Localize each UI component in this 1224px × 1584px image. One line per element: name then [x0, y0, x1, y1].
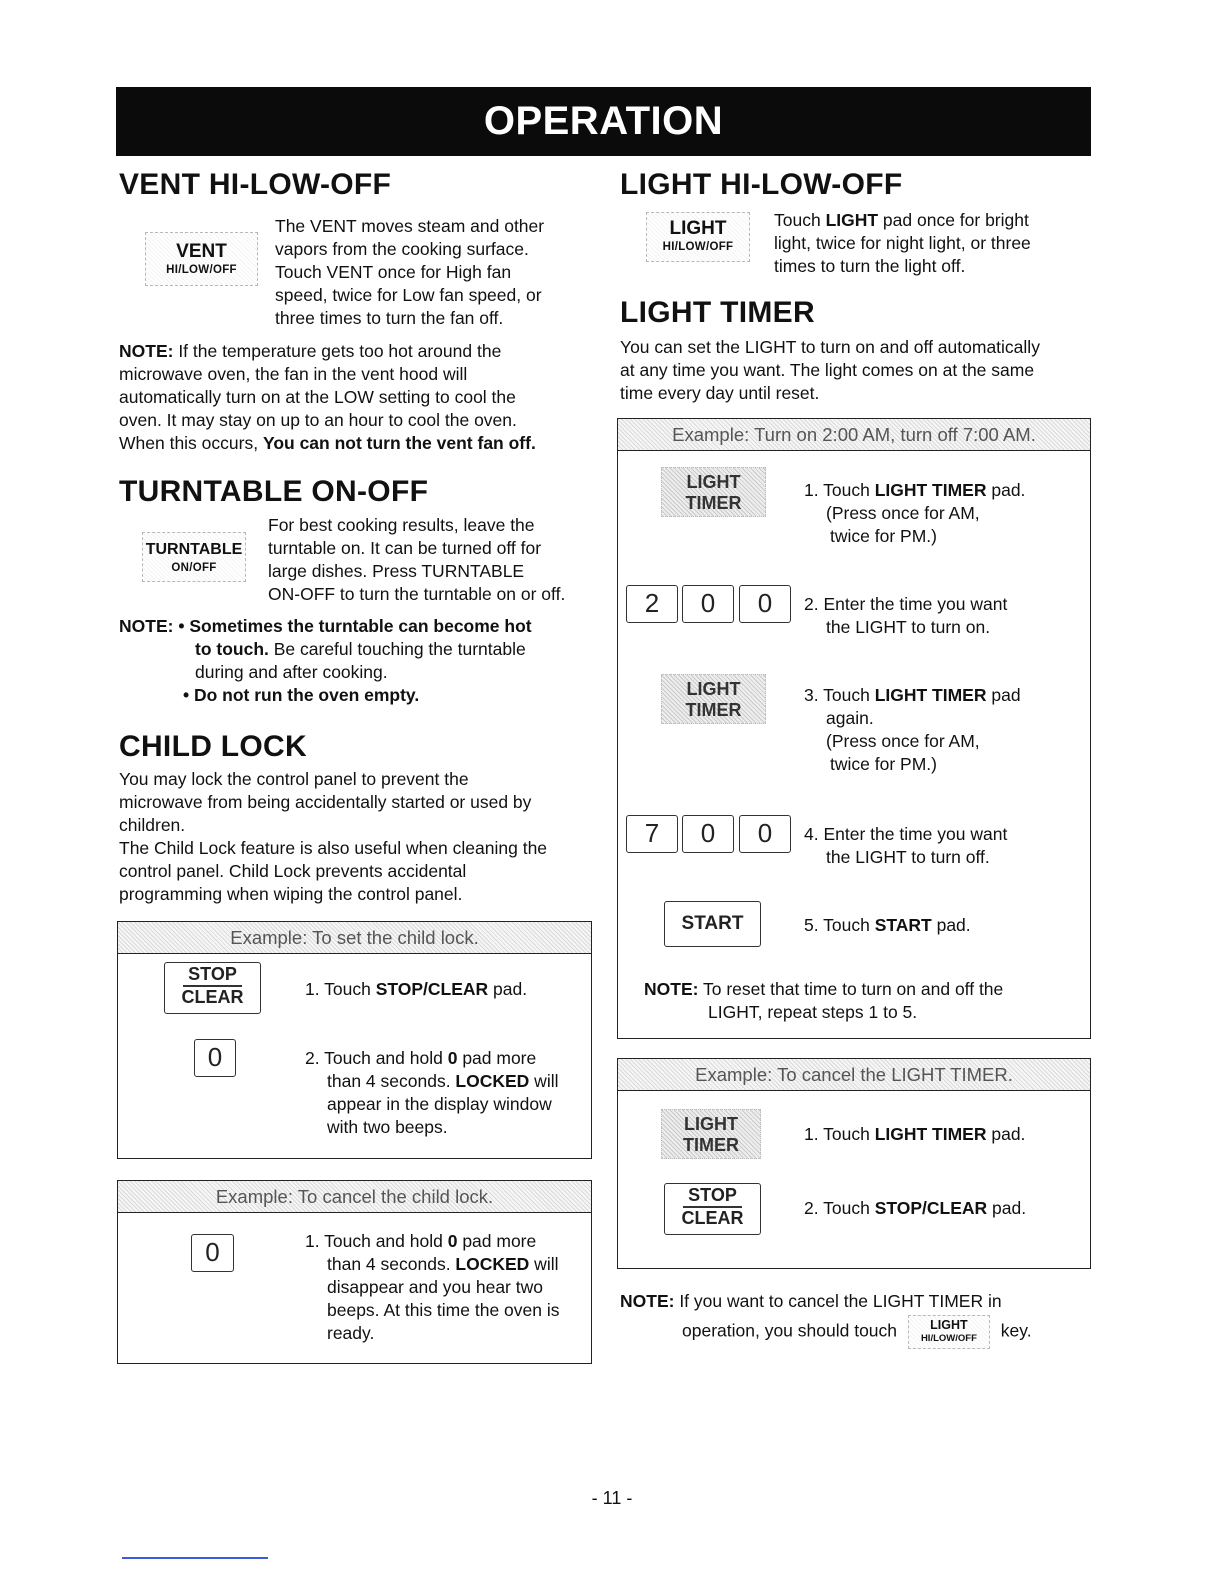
- text-line: 4. Enter the time you want: [804, 824, 1008, 844]
- text-bold: to touch.: [195, 639, 269, 659]
- text-line: microwave from being accidentally started or used by: [119, 792, 532, 812]
- vent-heading: VENT HI-LOW-OFF: [119, 168, 392, 201]
- turntable-heading: TURNTABLE ON-OFF: [119, 475, 429, 508]
- stop-label: STOP: [188, 964, 237, 984]
- step-2: [305, 1047, 558, 1139]
- example-title: Example: To cancel the LIGHT TIMER.: [618, 1059, 1090, 1091]
- text-span: 5. Touch: [804, 915, 875, 935]
- light-timer-cancel-example: [617, 1058, 1091, 1269]
- step-1: [804, 1123, 1025, 1146]
- text-line: three times to turn the fan off.: [275, 308, 504, 328]
- text-line: with two beeps.: [327, 1117, 448, 1137]
- text-span: 1. Touch: [804, 480, 875, 500]
- text-line: You can set the LIGHT to turn on and off automatically: [620, 337, 1040, 357]
- childlock-cancel-example: [117, 1180, 592, 1364]
- text-span: To reset that time to turn on and off the: [698, 979, 1004, 999]
- text-line: disappear and you hear two: [327, 1277, 543, 1297]
- timer-label: TIMER: [683, 1135, 739, 1155]
- text-line: the LIGHT to turn off.: [826, 847, 990, 867]
- step-1: [804, 479, 1025, 548]
- text-span: pad more: [457, 1048, 537, 1068]
- digit-key: 0: [682, 585, 734, 623]
- text-line: programming when wiping the control panel.: [119, 884, 463, 904]
- text-bold: STOP/CLEAR: [375, 979, 489, 999]
- light-label: LIGHT: [930, 1318, 968, 1332]
- light-heading: LIGHT HI-LOW-OFF: [620, 168, 903, 201]
- text-line: beeps. At this time the oven is: [327, 1300, 560, 1320]
- turntable-note: [119, 615, 532, 707]
- text-span: Touch: [774, 210, 826, 230]
- text-span: pad.: [488, 979, 528, 999]
- turntable-key: [142, 532, 246, 582]
- text-span: 1. Touch and hold: [305, 1231, 448, 1251]
- text-line: ready.: [327, 1323, 375, 1343]
- text-span: 1. Touch: [804, 1124, 875, 1144]
- text-span: Be careful touching the turntable: [268, 639, 526, 659]
- light-key-sub: HI/LOW/OFF: [662, 241, 734, 253]
- childlock-heading: CHILD LOCK: [119, 730, 307, 763]
- vent-note: [119, 340, 536, 455]
- text-span: pad: [986, 685, 1021, 705]
- final-note: [620, 1290, 1032, 1349]
- page-banner: OPERATION: [116, 87, 1091, 156]
- text-span: pad.: [986, 1124, 1026, 1144]
- text-bold: LIGHT TIMER: [874, 1124, 987, 1144]
- text-bold: LOCKED: [455, 1254, 530, 1274]
- digit-key: 7: [626, 815, 678, 853]
- vent-key: [145, 232, 258, 286]
- childlock-set-example: [117, 921, 592, 1159]
- text-span: 3. Touch: [804, 685, 875, 705]
- text-span: key.: [1000, 1320, 1032, 1341]
- digit-key: 0: [682, 815, 734, 853]
- text-bold: LIGHT TIMER: [874, 685, 987, 705]
- text-line: large dishes. Press TURNTABLE: [268, 561, 525, 581]
- light-hilowoff-key: [908, 1315, 990, 1349]
- step-1: [305, 1230, 560, 1345]
- text-bold: LIGHT TIMER: [874, 480, 987, 500]
- page-number: - 11 -: [591, 1488, 633, 1508]
- text-span: 1. Touch: [305, 979, 376, 999]
- step-4: [804, 823, 1007, 869]
- light-timer-heading: LIGHT TIMER: [620, 296, 815, 329]
- text-line: vapors from the cooking surface.: [275, 239, 529, 259]
- text-line: LIGHT, repeat steps 1 to 5.: [708, 1002, 918, 1022]
- text-line: twice for PM.): [830, 754, 937, 774]
- text-line: 2. Enter the time you want: [804, 594, 1008, 614]
- example-title: Example: To cancel the child lock.: [118, 1181, 591, 1213]
- text-bold: 0: [447, 1231, 458, 1251]
- text-line: turntable on. It can be turned off for: [268, 538, 542, 558]
- example-note: [644, 978, 1003, 1024]
- text-line: times to turn the light off.: [774, 256, 966, 276]
- bullet-bold: • Sometimes the turntable can become hot: [178, 616, 532, 636]
- stop-clear-key: [164, 962, 261, 1014]
- step-2: [804, 1197, 1026, 1220]
- text-line: during and after cooking.: [195, 662, 388, 682]
- text-span: will: [529, 1071, 559, 1091]
- turntable-key-main: TURNTABLE: [145, 541, 243, 558]
- light-label: LIGHT: [684, 1114, 738, 1134]
- text-line: twice for PM.): [830, 526, 937, 546]
- text-line: oven. It may stay on up to an hour to cool the oven.: [119, 410, 517, 430]
- timer-label: TIMER: [685, 700, 742, 720]
- light-key-main: LIGHT: [669, 218, 727, 239]
- text-span: If you want to cancel the LIGHT TIMER in: [674, 1291, 1002, 1311]
- text-span: operation, you should touch: [682, 1320, 898, 1341]
- footer-rule: [122, 1557, 268, 1559]
- step-1: [305, 978, 527, 1001]
- digit-key: 2: [626, 585, 678, 623]
- text-bold: STOP/CLEAR: [874, 1198, 988, 1218]
- zero-key: 0: [191, 1234, 234, 1272]
- stop-clear-key: [664, 1183, 761, 1235]
- light-timer-set-example: [617, 418, 1091, 1039]
- light-label: LIGHT: [686, 679, 741, 699]
- text-span: pad more: [457, 1231, 537, 1251]
- text-bold: LIGHT: [825, 210, 879, 230]
- example-title: Example: Turn on 2:00 AM, turn off 7:00 AM.: [618, 419, 1090, 451]
- text-line: light, twice for night light, or three: [774, 233, 1031, 253]
- text-bold: 0: [447, 1048, 458, 1068]
- text-line: the LIGHT to turn on.: [826, 617, 991, 637]
- text-span: 2. Touch and hold: [305, 1048, 448, 1068]
- step-2: [804, 593, 1007, 639]
- step-5: [804, 914, 971, 937]
- light-description: [774, 209, 1031, 278]
- childlock-description: [119, 768, 547, 906]
- text-span: than 4 seconds.: [327, 1071, 456, 1091]
- text-line: Touch VENT once for High fan: [275, 262, 512, 282]
- digit-key: 0: [739, 815, 791, 853]
- text-line: (Press once for AM,: [826, 731, 980, 751]
- light-timer-key: [661, 467, 766, 517]
- turntable-key-sub: ON/OFF: [171, 562, 217, 574]
- text-line: again.: [826, 708, 874, 728]
- step-3: [804, 684, 1021, 776]
- clear-label: CLEAR: [681, 1207, 744, 1228]
- text-line: control panel. Child Lock prevents accidental: [119, 861, 467, 881]
- light-key: [646, 212, 750, 262]
- text-line: appear in the display window: [327, 1094, 552, 1114]
- text-span: If the temperature gets too hot around the: [173, 341, 502, 361]
- example-title: Example: To set the child lock.: [118, 922, 591, 954]
- clear-label: CLEAR: [181, 986, 244, 1007]
- turntable-description: [268, 514, 565, 606]
- vent-description: [275, 215, 544, 330]
- text-span: will: [529, 1254, 559, 1274]
- text-bold: LOCKED: [455, 1071, 530, 1091]
- vent-key-sub: HI/LOW/OFF: [166, 264, 237, 276]
- timer-label: TIMER: [685, 493, 742, 513]
- text-bold: START: [874, 915, 932, 935]
- text-line: (Press once for AM,: [826, 503, 980, 523]
- light-timer-key: [661, 674, 766, 724]
- hilowoff-label: HI/LOW/OFF: [920, 1333, 977, 1344]
- text-line: automatically turn on at the LOW setting to cool the: [119, 387, 516, 407]
- text-line: microwave oven, the fan in the vent hood will: [119, 364, 468, 384]
- light-timer-description: [620, 336, 1040, 405]
- text-line: at any time you want. The light comes on at the same: [620, 360, 1035, 380]
- note-label: NOTE:: [620, 1291, 675, 1311]
- text-line: The VENT moves steam and other: [275, 216, 545, 236]
- note-label: NOTE:: [644, 979, 699, 999]
- text-bold: You can not turn the vent fan off.: [262, 433, 536, 453]
- text-line: The Child Lock feature is also useful when cleaning the: [119, 838, 548, 858]
- text-line: ON-OFF to turn the turntable on or off.: [268, 584, 566, 604]
- text-line: You may lock the control panel to prevent the: [119, 769, 469, 789]
- text-span: pad.: [987, 1198, 1027, 1218]
- text-span: than 4 seconds.: [327, 1254, 456, 1274]
- text-line: children.: [119, 815, 186, 835]
- text-span: pad.: [931, 915, 971, 935]
- start-key: START: [664, 901, 761, 947]
- zero-key: 0: [194, 1039, 236, 1077]
- text-span: 2. Touch: [804, 1198, 875, 1218]
- vent-key-main: VENT: [176, 241, 227, 262]
- note-label: NOTE:: [119, 341, 174, 361]
- bullet-bold: • Do not run the oven empty.: [183, 685, 420, 705]
- light-timer-key: [661, 1109, 761, 1159]
- note-label: NOTE:: [119, 616, 174, 636]
- light-label: LIGHT: [686, 472, 741, 492]
- stop-label: STOP: [688, 1185, 737, 1205]
- text-span: pad once for bright: [878, 210, 1029, 230]
- text-span: When this occurs,: [119, 433, 263, 453]
- text-line: For best cooking results, leave the: [268, 515, 535, 535]
- text-line: speed, twice for Low fan speed, or: [275, 285, 542, 305]
- digit-key: 0: [739, 585, 791, 623]
- text-line: time every day until reset.: [620, 383, 820, 403]
- text-span: pad.: [986, 480, 1026, 500]
